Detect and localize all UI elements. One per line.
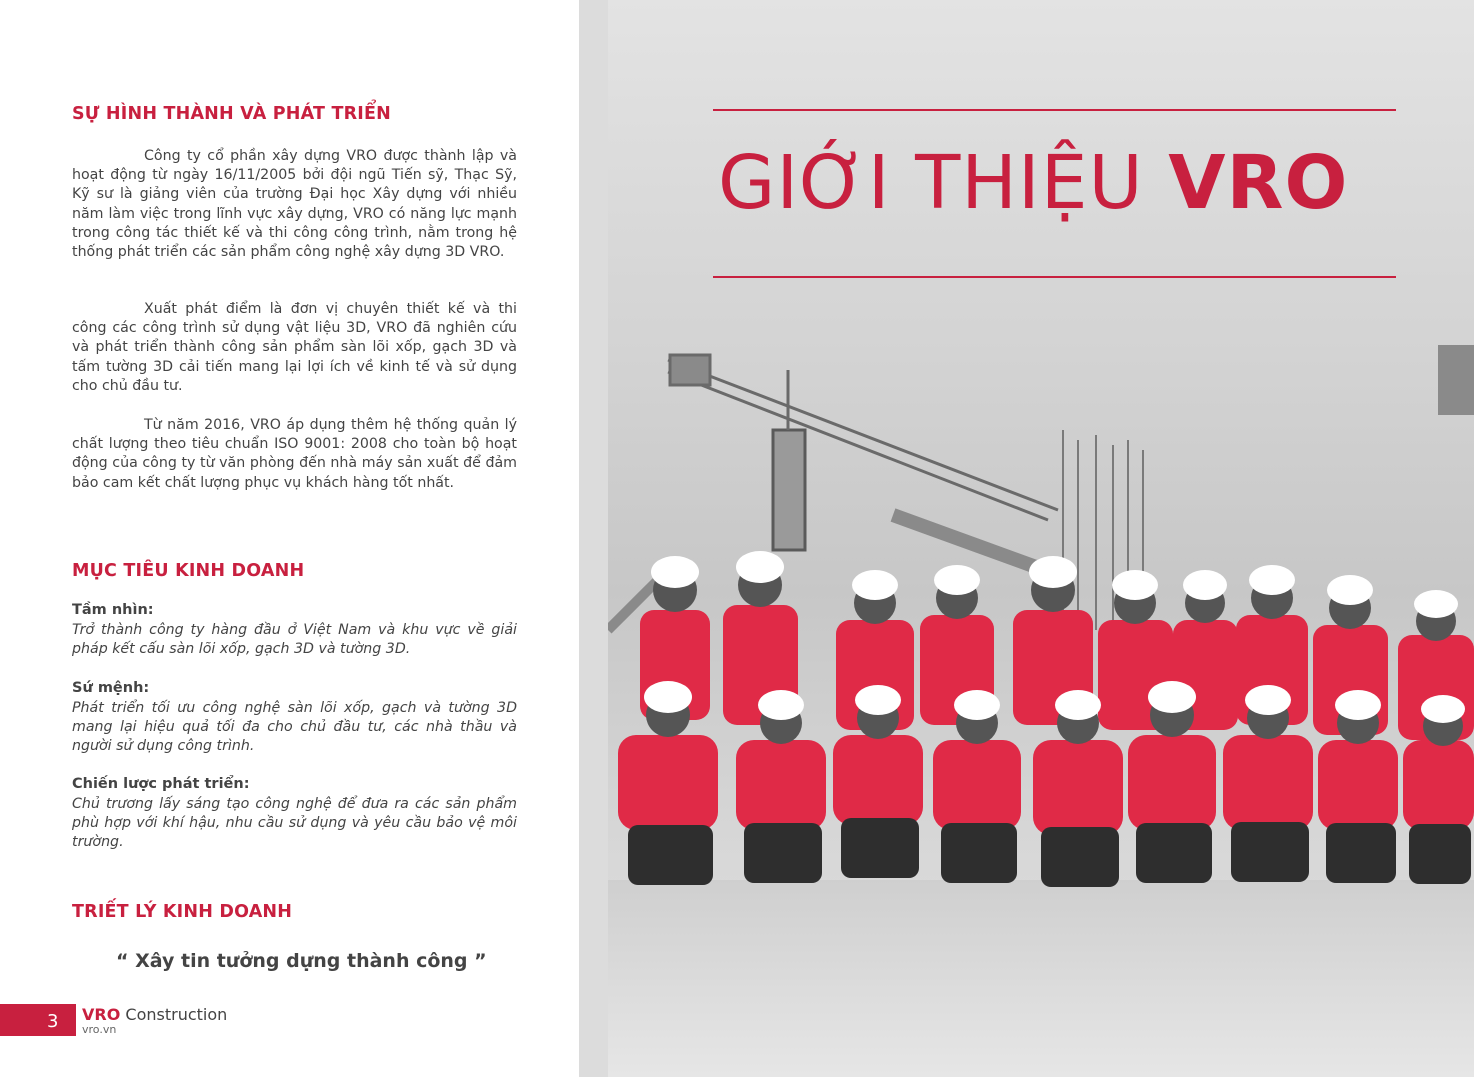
tower-crane-icon [668,355,1058,550]
history-paragraph-1: Công ty cổ phần xây dựng VRO được thành lập và hoạt động từ ngày 16/11/2005 bởi đội ngũ Tiến sỹ, Thạc Sỹ, Kỹ sư là giảng viên của trường Đại học Xây dựng với nhiều năm làm việc trong lĩnh vực xây dựng, VRO có năng lực mạnh trong công tác thiết kế và thi công công trình, nằm trong hệ thống phát triển các sản phẩm công nghệ xây dựng 3D VRO. [72,148,517,261]
mission-label: Sứ mệnh: [72,680,150,696]
philosophy-quote: “ Xây tin tưởng dựng thành công ” [116,950,487,972]
heading-philosophy: TRIẾT LÝ KINH DOANH [72,902,293,922]
page-title-bold: VRO [1168,140,1349,226]
page-number: 3 [47,1011,59,1032]
footer-website: vro.vn [82,1023,117,1036]
page-title-regular: GIỚI THIỆU [718,140,1169,226]
right-page [608,0,1474,1077]
mission-text: Phát triển tối ưu công nghệ sàn lõi xốp, gạch và tường 3D mang lại hiệu quả tối đa cho chủ đầu tư, các nhà thầu và người sử dụng công trình. [72,700,517,755]
construction-team-photo [608,330,1474,1077]
page-number-bar [0,1004,76,1036]
title-rule-bottom [713,276,1396,278]
footer-brand [82,1005,227,1024]
history-paragraph-2: Xuất phát điểm là đơn vị chuyên thiết kế và thi công các công trình sử dụng vật liệu 3D, VRO đã nghiên cứu và phát triển thành công sản phẩm sàn lõi xốp, gạch 3D và tấm tường 3D cải tiến mang lại lợi ích về kinh tế và sử dụng cho chủ đầu tư. [72,301,517,394]
left-page [0,0,579,1077]
strategy-text: Chủ trương lấy sáng tạo công nghệ để đưa ra các sản phẩm phù hợp với khí hậu, nhu cầu sử dụng và yêu cầu bảo vệ môi trường. [72,796,517,851]
page-title [718,140,1398,226]
title-rule-top [713,109,1396,111]
vision-text: Trở thành công ty hàng đầu ở Việt Nam và khu vực về giải pháp kết cấu sàn lõi xốp, gạch 3D và tường 3D. [72,622,517,658]
footer-brand-bold: VRO [82,1005,121,1024]
heading-history: SỰ HÌNH THÀNH VÀ PHÁT TRIỂN [72,104,391,124]
footer-brand-rest: Construction [120,1005,228,1024]
page-gutter [579,0,608,1077]
heading-business-goals: MỤC TIÊU KINH DOANH [72,561,305,581]
vision-label: Tầm nhìn: [72,602,154,618]
history-paragraph-3: Từ năm 2016, VRO áp dụng thêm hệ thống quản lý chất lượng theo tiêu chuẩn ISO 9001: 2008 cho toàn bộ hoạt động của công ty từ văn phòng đến nhà máy sản xuất để đảm bảo cam kết chất lượng phục vụ khách hàng tốt nhất. [72,417,517,491]
strategy-label: Chiến lược phát triển: [72,776,250,792]
